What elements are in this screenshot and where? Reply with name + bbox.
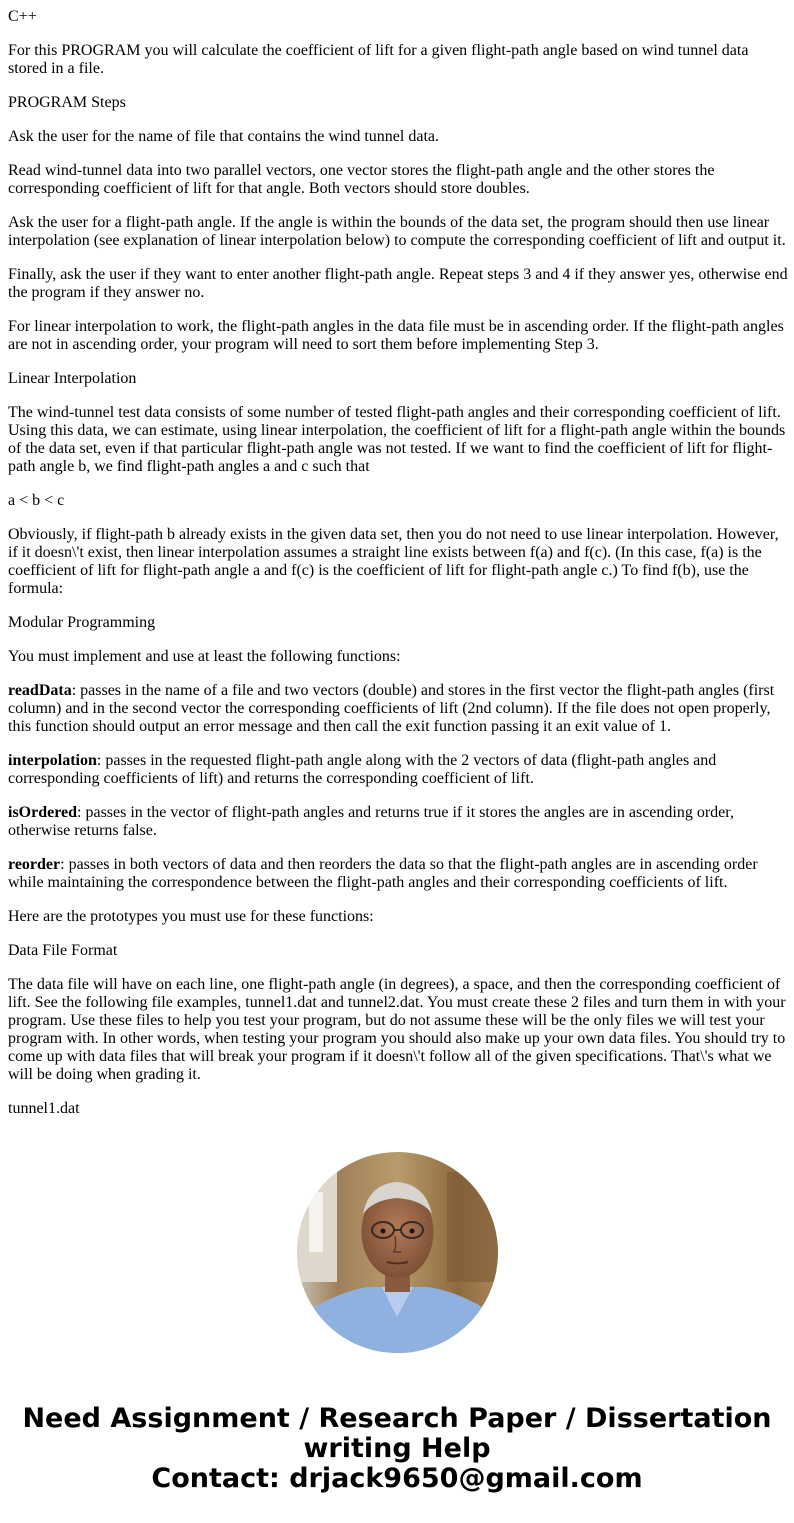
section-heading-data-file-format: Data File Format [8, 942, 118, 959]
function-desc-readdata: : passes in the name of a file and two vectors (double) and stores in the first vector the flight-path angles (first column) and in the second vector the corresponding coefficients of lift (2nd column). If the file does not open properly, this function should output an error message and then call the exit function passing it an exit value of 1. [8, 682, 775, 735]
paragraph-4 [8, 128, 788, 146]
author-photo [297, 1152, 498, 1353]
paragraph-21 [8, 976, 788, 1084]
step-1-text: Ask the user for the name of file that contains the wind tunnel data. [8, 128, 439, 145]
function-desc-isordered: : passes in the vector of flight-path angles and returns true if it stores the angles are in ascending order, otherwise returns false. [8, 804, 734, 839]
formula-intro: Obviously, if flight-path b already exists in the given data set, then you do not need to use linear interpolation. However, if it doesn\'t exist, then linear interpolation assumes a straight line exists between f(a) and f(c). (In this case, f(a) is the coefficient of lift for flight-path angle a and f(c) is the coefficient of lift for flight-path angle c.) To find f(b), use the formula: [8, 526, 779, 597]
paragraph-18 [8, 856, 788, 892]
paragraph-9 [8, 370, 788, 388]
paragraph-11 [8, 492, 788, 510]
inequality-text: a < b < c [8, 492, 65, 509]
paragraph-1 [8, 8, 788, 26]
paragraph-20 [8, 942, 788, 960]
function-desc-reorder: : passes in both vectors of data and then reorders the data so that the flight-path angles are in ascending order while maintaining the correspondence between the flight-path angles and their corresponding coefficients of lift. [8, 856, 758, 891]
ordering-note: For linear interpolation to work, the flight-path angles in the data file must be in ascending order. If the flight-path angles are not in ascending order, your program will need to sort them before implementing Step 3. [8, 318, 784, 353]
paragraph-14 [8, 648, 788, 666]
prototypes-intro: Here are the prototypes you must use for these functions: [8, 908, 374, 925]
data-file-description: The data file will have on each line, one flight-path angle (in degrees), a space, and then the corresponding coefficient of lift. See the following file examples, tunnel1.dat and tunnel2.dat. You must create these 2 files and turn them in with your program. Use these files to help you test your program, but do not assume these will be the only files we will test your program with. In other words, when testing your program you should also make up your own data files. You should try to come up with data files that will break your program if it doesn\'t follow all of the given specifications. That\'s what we will be doing when grading it. [8, 976, 786, 1083]
intro-text: For this PROGRAM you will calculate the coefficient of lift for a given flight-path angle based on wind tunnel data stored in a file. [8, 42, 749, 77]
promo-line-2: writing Help [303, 1433, 491, 1464]
functions-intro: You must implement and use at least the following functions: [8, 648, 401, 665]
paragraph-13 [8, 614, 788, 632]
paragraph-17 [8, 804, 788, 840]
paragraph-5 [8, 162, 788, 198]
function-name-isordered: isOrdered [8, 804, 78, 821]
paragraph-22 [8, 1100, 788, 1118]
step-3-text: Ask the user for a flight-path angle. If the angle is within the bounds of the data set, the program should then use linear interpolation (see explanation of linear interpolation below) to compute the corresponding coefficient of lift and output it. [8, 214, 786, 249]
file-name-tunnel1: tunnel1.dat [8, 1100, 80, 1117]
paragraph-15 [8, 682, 788, 736]
paragraph-7 [8, 266, 788, 302]
paragraph-6 [8, 214, 788, 250]
function-name-reorder: reorder [8, 856, 61, 873]
step-2-text: Read wind-tunnel data into two parallel vectors, one vector stores the flight-path angle and the other stores the corresponding coefficient of lift for that angle. Both vectors should store doubles. [8, 162, 715, 197]
paragraph-19 [8, 908, 788, 926]
function-name-interpolation: interpolation [8, 752, 97, 769]
paragraph-2 [8, 42, 788, 78]
section-heading-modular-programming: Modular Programming [8, 614, 156, 631]
section-heading-linear-interpolation: Linear Interpolation [8, 370, 137, 387]
paragraph-3 [8, 94, 788, 112]
paragraph-12 [8, 526, 788, 598]
interpolation-explanation: The wind-tunnel test data consists of some number of tested flight-path angles and their corresponding coefficient of lift. Using this data, we can estimate, using linear interpolation, the coefficient of lift for a flight-path angle within the bounds of the data set, even if that particular flight-path angle was not tested. If we want to find the coefficient of lift for flight-path angle b, we find flight-path angles a and c such that [8, 404, 786, 475]
section-heading-program-steps: PROGRAM Steps [8, 94, 126, 111]
language-label: C++ [8, 8, 37, 25]
promo-line-1: Need Assignment / Research Paper / Dissertation [22, 1403, 772, 1434]
function-desc-interpolation: : passes in the requested flight-path angle along with the 2 vectors of data (flight-path angles and corresponding coefficients of lift) and returns the corresponding coefficient of lift. [8, 752, 717, 787]
step-4-text: Finally, ask the user if they want to enter another flight-path angle. Repeat steps 3 and 4 if they answer yes, otherwise end the program if they answer no. [8, 266, 788, 301]
promo-banner [0, 1404, 794, 1494]
document-body [8, 8, 788, 1134]
paragraph-16 [8, 752, 788, 788]
promo-contact-line: Contact: drjack9650@gmail.com [151, 1463, 643, 1494]
portrait-image [297, 1152, 498, 1353]
paragraph-10 [8, 404, 788, 476]
function-name-readdata: readData [8, 682, 72, 699]
paragraph-8 [8, 318, 788, 354]
